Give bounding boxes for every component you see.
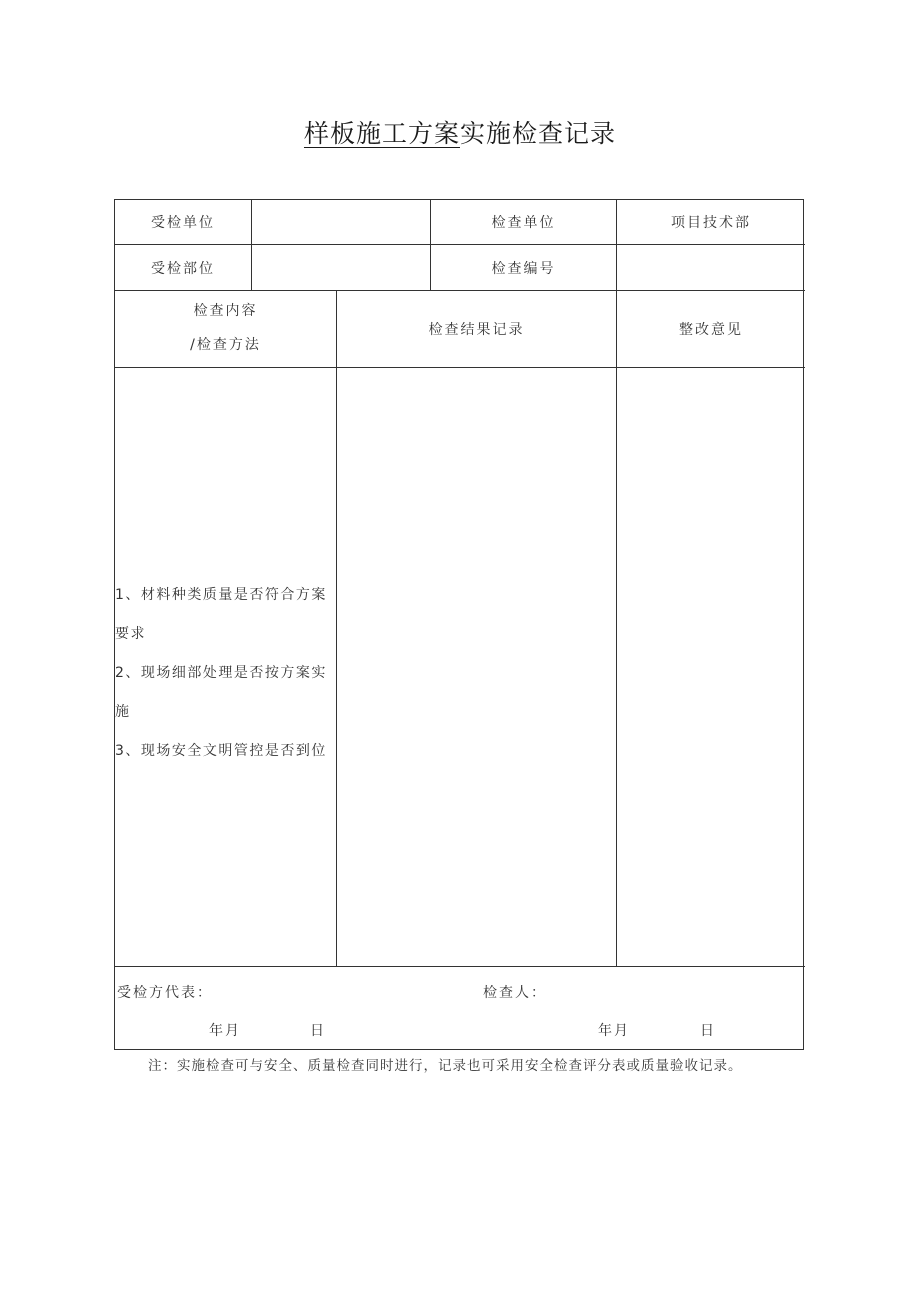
inspection-form <box>114 199 804 1050</box>
content-line-5: 3、现场安全文明管控是否到位 <box>115 743 327 759</box>
result-cell[interactable] <box>337 368 616 966</box>
content-list <box>115 576 336 771</box>
inspected-part-label: 受检部位 <box>151 260 215 277</box>
content-line-4: 施 <box>115 704 131 720</box>
date-right-year-month: 年月 <box>598 1023 630 1039</box>
inspector-unit-label: 检查单位 <box>491 215 556 231</box>
title-underlined-part: 样板施工方案 <box>303 119 460 148</box>
page-title <box>0 114 920 150</box>
rectify-header: 整改意见 <box>679 322 743 338</box>
inspected-part-value[interactable] <box>252 245 430 290</box>
date-left-day: 日 <box>310 1023 326 1039</box>
date-right-day: 日 <box>700 1023 716 1039</box>
content-line-3: 2、现场细部处理是否按方案实 <box>115 665 327 681</box>
content-method-header <box>115 291 336 367</box>
content-header-line2: /检查方法 <box>190 337 261 353</box>
inspected-rep-label: 受检方代表： <box>117 985 213 1001</box>
inspected-unit-label: 受检单位 <box>151 215 215 231</box>
inspector-label: 检查人： <box>483 985 547 1001</box>
date-left-year-month: 年月 <box>209 1023 241 1039</box>
inspector-unit-value[interactable]: 项目技术部 <box>671 215 751 231</box>
content-line-1: 1、材料种类质量是否符合方案 <box>115 587 327 603</box>
content-header-line1: 检查内容 <box>193 303 258 319</box>
footnote: 注：实施检查可与安全、质量检查同时进行，记录也可采用安全检查评分表或质量验收记录。 <box>148 1058 743 1074</box>
result-header: 检查结果记录 <box>428 322 525 338</box>
rectify-cell[interactable] <box>617 368 805 966</box>
inspected-unit-value[interactable] <box>252 200 430 244</box>
title-rest-part: 实施检查记录 <box>460 119 617 148</box>
inspection-no-value[interactable] <box>617 245 805 290</box>
content-line-2: 要求 <box>115 626 146 642</box>
row-divider-4 <box>115 966 805 967</box>
inspection-no-label: 检查编号 <box>491 260 556 277</box>
